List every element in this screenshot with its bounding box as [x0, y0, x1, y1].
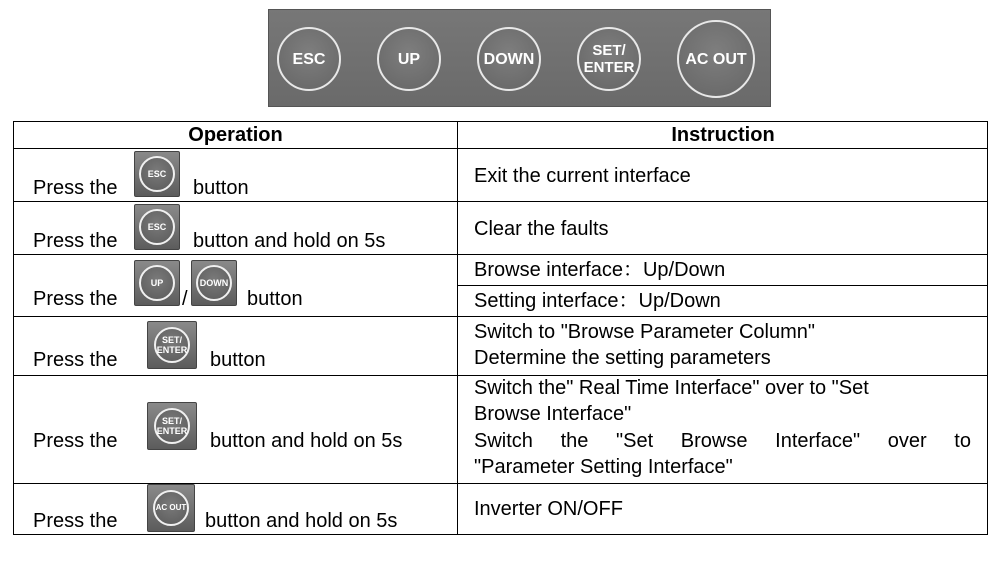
set-enter-button[interactable] [577, 27, 641, 91]
icon-label: UP [150, 278, 164, 288]
operation-suffix: button and hold on 5s [193, 230, 386, 252]
header-operation: Operation [188, 124, 283, 146]
up-button[interactable] [377, 27, 441, 91]
operation-suffix: button [193, 177, 249, 199]
set-enter-icon [147, 402, 197, 450]
icon-label: SET/ ENTER [156, 335, 188, 355]
set-enter-icon [147, 321, 197, 369]
row-divider-partial [457, 285, 988, 286]
operation-prefix: Press the [33, 349, 118, 371]
operation-suffix: button and hold on 5s [205, 510, 398, 532]
instruction-text: Switch the" Real Time Interface" over to "Set [474, 377, 869, 399]
operation-prefix: Press the [33, 177, 118, 199]
icon-label: ESC [147, 169, 167, 179]
operation-prefix: Press the [33, 230, 118, 252]
operation-prefix: Press the [33, 430, 118, 452]
set-enter-button-label: SET/ ENTER [583, 42, 635, 76]
row-divider [14, 254, 987, 255]
down-icon [191, 260, 237, 306]
instruction-text: Browse Interface" [474, 403, 632, 425]
instruction-text: Clear the faults [474, 218, 609, 240]
operation-suffix: button [210, 349, 266, 371]
icon-label: SET/ ENTER [156, 416, 188, 436]
instruction-text: Exit the current interface [474, 165, 691, 187]
up-icon [134, 260, 180, 306]
ac-out-button[interactable] [677, 20, 755, 98]
icon-separator: / [182, 288, 188, 310]
icon-label: DOWN [199, 278, 229, 288]
esc-button[interactable] [277, 27, 341, 91]
icon-label: ESC [147, 222, 167, 232]
instruction-text: "Parameter Setting Interface" [474, 456, 733, 478]
down-button[interactable] [477, 27, 541, 91]
row-divider [14, 316, 987, 317]
column-divider [457, 122, 458, 534]
instruction-text: Browse interface：Up/Down [474, 259, 726, 281]
ac-out-button-label: AC OUT [685, 50, 747, 68]
row-divider [14, 201, 987, 202]
ac-out-icon [147, 484, 195, 532]
operation-prefix: Press the [33, 288, 118, 310]
esc-icon [134, 204, 180, 250]
instruction-text: Setting interface：Up/Down [474, 290, 721, 312]
control-panel [268, 9, 771, 107]
operation-suffix: button and hold on 5s [210, 430, 403, 452]
instruction-text: Determine the setting parameters [474, 347, 771, 369]
header-instruction: Instruction [671, 124, 775, 146]
row-divider [14, 148, 987, 149]
esc-icon [134, 151, 180, 197]
operation-table [13, 121, 988, 535]
down-button-label: DOWN [483, 50, 535, 68]
instruction-text: Switch to "Browse Parameter Column" [474, 321, 815, 343]
operation-suffix: button [247, 288, 303, 310]
up-button-label: UP [397, 50, 421, 68]
instruction-text: Inverter ON/OFF [474, 498, 623, 520]
icon-label: AC OUT [155, 503, 187, 512]
operation-prefix: Press the [33, 510, 118, 532]
instruction-text: Switch the "Set Browse Interface" over to [474, 430, 971, 452]
esc-button-label: ESC [292, 50, 326, 68]
